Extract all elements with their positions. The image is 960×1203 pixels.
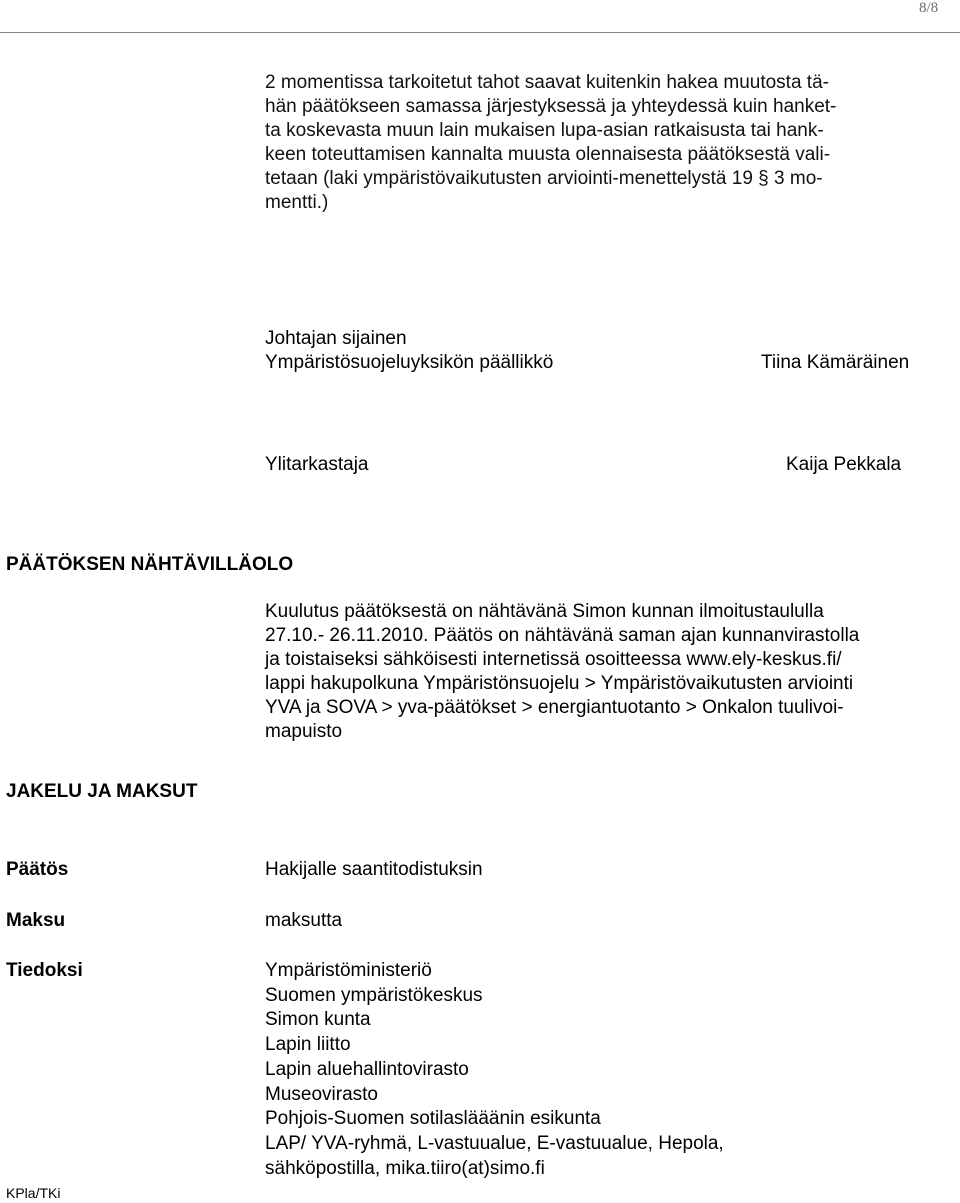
page-number: 8/8 [919,0,939,16]
paragraph-line: hän päätökseen samassa järjestyksessä ja yhteydessä kuin hanket- [265,96,837,117]
signer2-name: Kaija Pekkala [786,454,902,475]
notice-line: YVA ja SOVA > yva-päätökset > energiantuotanto > Onkalon tuulivoi- [265,697,844,718]
paragraph-line: tetaan (laki ympäristövaikutusten arviointi-menettelystä 19 § 3 mo- [265,168,823,189]
appeal-paragraph [265,71,836,215]
paatos-label: Päätös [6,859,69,880]
recipient-item: sähköpostilla, mika.tiiro(at)simo.fi [265,1157,545,1179]
recipient-item: Ympäristöministeriö [265,960,432,981]
signer1-title-line1: Johtajan sijainen [265,328,407,349]
notice-heading: PÄÄTÖKSEN NÄHTÄVILLÄOLO [6,554,294,575]
signer1-title-line2: Ympäristösuojeluyksikön päällikkö [265,352,554,373]
notice-line: lappi hakupolkuna Ympäristönsuojelu > Ympäristövaikutusten arviointi [265,673,854,694]
paatos-value: Hakijalle saantitodistuksin [265,859,483,880]
paragraph-line: ta koskevasta muun lain mukaisen lupa-asian ratkaisusta tai hank- [265,120,824,141]
recipient-item: LAP/ YVA-ryhmä, L-vastuualue, E-vastuualue, Hepola, [265,1132,724,1154]
notice-paragraph [265,600,859,744]
maksu-value: maksutta [265,910,343,931]
distribution-heading: JAKELU JA MAKSUT [6,781,198,802]
recipient-item: Pohjois-Suomen sotilaslääänin esikunta [265,1108,601,1130]
notice-line: ja toistaiseksi sähköisesti internetissä osoitteessa www.ely-keskus.fi/ [265,649,842,670]
tiedoksi-label: Tiedoksi [6,960,83,981]
paragraph-line: keen toteuttamisen kannalta muusta olennaisesta päätöksestä vali- [265,144,831,165]
footer-initials: KPla/TKi [6,1185,61,1201]
recipient-item: Simon kunta [265,1009,371,1031]
recipient-item: Suomen ympäristökeskus [265,984,483,1006]
signer1-name: Tiina Kämäräinen [761,352,910,373]
header-rule [0,32,960,33]
recipient-item: Lapin liitto [265,1034,351,1056]
paragraph-line: 2 momentissa tarkoitetut tahot saavat kuitenkin hakea muutosta tä- [265,72,829,93]
notice-line: 27.10.- 26.11.2010. Päätös on nähtävänä saman ajan kunnanvirastolla [265,625,860,646]
recipient-list [265,959,724,1181]
paragraph-line: mentti.) [265,192,329,213]
maksu-label: Maksu [6,910,66,931]
notice-line: mapuisto [265,721,343,742]
notice-line: Kuulutus päätöksestä on nähtävänä Simon kunnan ilmoitustaululla [265,601,824,622]
signer2-title: Ylitarkastaja [265,454,369,475]
recipient-item: Lapin aluehallintovirasto [265,1058,469,1080]
recipient-item: Museovirasto [265,1083,378,1105]
